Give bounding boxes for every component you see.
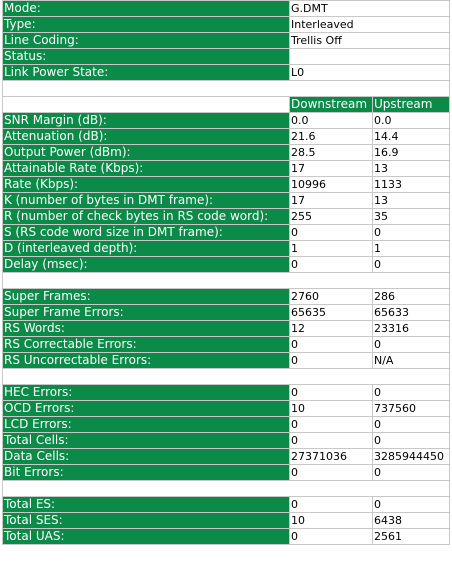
upstream-value: 0 xyxy=(373,337,449,352)
stat-row-hec-errors xyxy=(3,385,449,400)
stat-row-total-es xyxy=(3,497,449,512)
upstream-value: N/A xyxy=(373,353,449,368)
spacer-cell xyxy=(3,369,449,384)
downstream-value: 0 xyxy=(290,257,372,272)
stat-row-k xyxy=(3,193,449,208)
info-value: Trellis Off xyxy=(290,33,449,48)
stat-label: RS Correctable Errors: xyxy=(3,337,289,352)
upstream-value: 1133 xyxy=(373,177,449,192)
downstream-value: 1 xyxy=(290,241,372,256)
downstream-value: 17 xyxy=(290,161,372,176)
downstream-value: 2760 xyxy=(290,289,372,304)
spacer-cell xyxy=(3,481,449,496)
stat-label: Total UAS: xyxy=(3,529,289,544)
stat-label: Total Cells: xyxy=(3,433,289,448)
stat-label: S (RS code word size in DMT frame): xyxy=(3,225,289,240)
upstream-value: 286 xyxy=(373,289,449,304)
stat-row-r xyxy=(3,209,449,224)
info-row-line-coding xyxy=(3,33,449,48)
upstream-value: 2561 xyxy=(373,529,449,544)
statistics-table-body xyxy=(3,1,449,544)
stat-row-rs-uncorrectable-errors xyxy=(3,353,449,368)
downstream-value: 27371036 xyxy=(290,449,372,464)
info-row-mode xyxy=(3,1,449,16)
upstream-value: 14.4 xyxy=(373,129,449,144)
downstream-value: 12 xyxy=(290,321,372,336)
upstream-value: 3285944450 xyxy=(373,449,449,464)
info-row-status xyxy=(3,49,449,64)
upstream-value: 16.9 xyxy=(373,145,449,160)
upstream-value: 0 xyxy=(373,497,449,512)
upstream-value: 13 xyxy=(373,193,449,208)
upstream-value: 0 xyxy=(373,385,449,400)
downstream-value: 255 xyxy=(290,209,372,224)
upstream-value: 6438 xyxy=(373,513,449,528)
downstream-header: Downstream xyxy=(290,97,372,112)
downstream-value: 0 xyxy=(290,465,372,480)
spacer-cell xyxy=(3,273,449,288)
upstream-value: 23316 xyxy=(373,321,449,336)
upstream-value: 0 xyxy=(373,417,449,432)
spacer-row xyxy=(3,273,449,288)
stat-row-d xyxy=(3,241,449,256)
stat-row-total-cells xyxy=(3,433,449,448)
header-blank-cell xyxy=(3,97,289,112)
downstream-value: 0.0 xyxy=(290,113,372,128)
stat-row-data-cells xyxy=(3,449,449,464)
info-row-type xyxy=(3,17,449,32)
info-label: Line Coding: xyxy=(3,33,289,48)
upstream-value: 0.0 xyxy=(373,113,449,128)
downstream-value: 65635 xyxy=(290,305,372,320)
stat-label: R (number of check bytes in RS code word): xyxy=(3,209,289,224)
info-value: G.DMT xyxy=(290,1,449,16)
info-row-link-power-state xyxy=(3,65,449,80)
info-value: Interleaved xyxy=(290,17,449,32)
upstream-value: 0 xyxy=(373,433,449,448)
upstream-value: 0 xyxy=(373,465,449,480)
stat-label: Delay (msec): xyxy=(3,257,289,272)
info-value xyxy=(290,49,449,64)
stat-row-output-power xyxy=(3,145,449,160)
stat-row-rs-correctable-errors xyxy=(3,337,449,352)
stat-label: Attenuation (dB): xyxy=(3,129,289,144)
stat-label: K (number of bytes in DMT frame): xyxy=(3,193,289,208)
upstream-value: 35 xyxy=(373,209,449,224)
adsl-statistics-panel xyxy=(2,0,450,545)
stat-label: HEC Errors: xyxy=(3,385,289,400)
stat-row-attenuation xyxy=(3,129,449,144)
spacer-row xyxy=(3,481,449,496)
downstream-value: 0 xyxy=(290,529,372,544)
stat-label: D (interleaved depth): xyxy=(3,241,289,256)
stat-row-bit-errors xyxy=(3,465,449,480)
spacer-row xyxy=(3,81,449,96)
stat-label: Total SES: xyxy=(3,513,289,528)
info-value: L0 xyxy=(290,65,449,80)
upstream-value: 1 xyxy=(373,241,449,256)
downstream-value: 17 xyxy=(290,193,372,208)
upstream-value: 65633 xyxy=(373,305,449,320)
stat-row-snr-margin xyxy=(3,113,449,128)
downstream-value: 10996 xyxy=(290,177,372,192)
downstream-value: 0 xyxy=(290,417,372,432)
stat-label: Super Frame Errors: xyxy=(3,305,289,320)
stat-row-rs-words xyxy=(3,321,449,336)
downstream-value: 0 xyxy=(290,385,372,400)
downstream-value: 0 xyxy=(290,225,372,240)
upstream-value: 13 xyxy=(373,161,449,176)
stat-label: LCD Errors: xyxy=(3,417,289,432)
downstream-value: 0 xyxy=(290,337,372,352)
upstream-value: 0 xyxy=(373,257,449,272)
stat-label: Attainable Rate (Kbps): xyxy=(3,161,289,176)
stat-row-super-frames xyxy=(3,289,449,304)
stat-row-delay xyxy=(3,257,449,272)
downstream-value: 21.6 xyxy=(290,129,372,144)
stat-row-lcd-errors xyxy=(3,417,449,432)
stat-label: Super Frames: xyxy=(3,289,289,304)
stat-label: OCD Errors: xyxy=(3,401,289,416)
upstream-value: 737560 xyxy=(373,401,449,416)
downstream-value: 0 xyxy=(290,497,372,512)
column-header-row xyxy=(3,97,449,112)
stat-label: RS Words: xyxy=(3,321,289,336)
stat-label: Bit Errors: xyxy=(3,465,289,480)
stat-row-ocd-errors xyxy=(3,401,449,416)
downstream-value: 10 xyxy=(290,513,372,528)
stat-row-total-ses xyxy=(3,513,449,528)
stat-row-rate xyxy=(3,177,449,192)
stat-row-super-frame-errors xyxy=(3,305,449,320)
upstream-value: 0 xyxy=(373,225,449,240)
stat-label: Data Cells: xyxy=(3,449,289,464)
downstream-value: 28.5 xyxy=(290,145,372,160)
downstream-value: 0 xyxy=(290,353,372,368)
adsl-statistics-table xyxy=(2,0,450,545)
info-label: Link Power State: xyxy=(3,65,289,80)
stat-label: Rate (Kbps): xyxy=(3,177,289,192)
stat-label: RS Uncorrectable Errors: xyxy=(3,353,289,368)
stat-row-total-uas xyxy=(3,529,449,544)
downstream-value: 10 xyxy=(290,401,372,416)
downstream-value: 0 xyxy=(290,433,372,448)
info-label: Status: xyxy=(3,49,289,64)
spacer-row xyxy=(3,369,449,384)
stat-label: Output Power (dBm): xyxy=(3,145,289,160)
stat-label: SNR Margin (dB): xyxy=(3,113,289,128)
stat-row-s xyxy=(3,225,449,240)
upstream-header: Upstream xyxy=(373,97,449,112)
stat-label: Total ES: xyxy=(3,497,289,512)
stat-row-attainable-rate xyxy=(3,161,449,176)
info-label: Mode: xyxy=(3,1,289,16)
info-label: Type: xyxy=(3,17,289,32)
spacer-cell xyxy=(3,81,449,96)
